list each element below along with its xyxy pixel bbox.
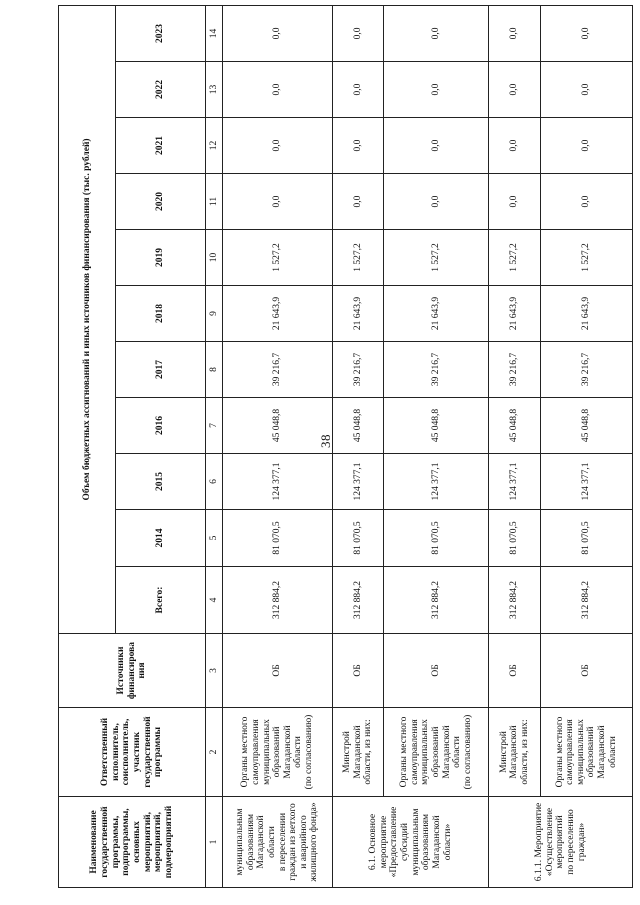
cell-source: ОБ	[489, 634, 540, 708]
column-number: 3	[205, 634, 223, 708]
cell-value: 39 216,7	[489, 342, 540, 398]
column-number: 5	[205, 510, 223, 567]
cell-responsible: Минстрой Магаданской области, из них:	[332, 708, 383, 797]
cell-value: 0,0	[489, 118, 540, 174]
column-number: 8	[205, 342, 223, 398]
header-year: 2019	[115, 230, 205, 286]
column-number: 4	[205, 567, 223, 634]
header-year: 2022	[115, 62, 205, 118]
cell-responsible: Минстрой Магаданской области, из них:	[489, 708, 540, 797]
cell-value: 81 070,5	[332, 510, 383, 567]
cell-source: ОБ	[540, 634, 632, 708]
cell-value: 81 070,5	[489, 510, 540, 567]
cell-source: ОБ	[384, 634, 489, 708]
rotated-table-container	[58, 13, 633, 888]
column-number: 11	[205, 174, 223, 230]
cell-value: 124 377,1	[489, 454, 540, 510]
cell-value: 0,0	[223, 118, 333, 174]
cell-value: 0,0	[223, 5, 333, 61]
cell-value: 39 216,7	[540, 342, 632, 398]
header-year: 2015	[115, 454, 205, 510]
header-source: Источники финансирова ния	[59, 634, 206, 708]
cell-total: 312 884,2	[223, 567, 333, 634]
cell-value: 0,0	[384, 5, 489, 61]
cell-value: 0,0	[384, 118, 489, 174]
table-row	[223, 5, 333, 887]
column-number: 10	[205, 230, 223, 286]
cell-value: 0,0	[384, 174, 489, 230]
header-year: 2023	[115, 5, 205, 61]
cell-value: 1 527,2	[489, 230, 540, 286]
cell-value: 45 048,8	[384, 398, 489, 454]
cell-value: 1 527,2	[223, 230, 333, 286]
cell-value: 0,0	[332, 62, 383, 118]
header-total: Всего:	[115, 567, 205, 634]
column-number: 13	[205, 62, 223, 118]
cell-total: 312 884,2	[332, 567, 383, 634]
cell-value: 45 048,8	[540, 398, 632, 454]
column-number: 12	[205, 118, 223, 174]
cell-value: 1 527,2	[332, 230, 383, 286]
column-number: 7	[205, 398, 223, 454]
cell-total: 312 884,2	[489, 567, 540, 634]
page-number: 38	[318, 434, 333, 448]
cell-source: ОБ	[332, 634, 383, 708]
cell-value: 0,0	[489, 62, 540, 118]
cell-value: 81 070,5	[384, 510, 489, 567]
cell-value: 0,0	[540, 174, 632, 230]
cell-value: 0,0	[332, 174, 383, 230]
cell-value: 21 643,9	[540, 286, 632, 342]
column-number: 9	[205, 286, 223, 342]
cell-value: 45 048,8	[489, 398, 540, 454]
table-row	[489, 5, 540, 887]
cell-value: 0,0	[223, 62, 333, 118]
table-row	[540, 5, 632, 887]
cell-value: 45 048,8	[223, 398, 333, 454]
header-year: 2017	[115, 342, 205, 398]
header-name: Наименование государственной программы, подпрограммы, основных мероприятий, мероприятий, подмероприятий	[59, 797, 206, 888]
cell-name: 6.1.1. Мероприятие «Осуществление мероприятий по переселению граждан»	[489, 797, 633, 888]
header-year: 2020	[115, 174, 205, 230]
cell-responsible: Органы местного самоуправления муниципальных образований Магаданской области	[540, 708, 632, 797]
column-number: 2	[205, 708, 223, 797]
cell-value: 39 216,7	[332, 342, 383, 398]
cell-value: 0,0	[332, 118, 383, 174]
cell-total: 312 884,2	[540, 567, 632, 634]
cell-value: 21 643,9	[223, 286, 333, 342]
cell-value: 0,0	[489, 5, 540, 61]
cell-value: 1 527,2	[384, 230, 489, 286]
cell-value: 0,0	[540, 5, 632, 61]
table-row	[384, 5, 489, 887]
column-number: 14	[205, 5, 223, 61]
cell-total: 312 884,2	[384, 567, 489, 634]
cell-source: ОБ	[223, 634, 333, 708]
header-year: 2016	[115, 398, 205, 454]
header-responsible: Ответственный исполнитель, соисполнитель, участник государственной программы	[59, 708, 206, 797]
cell-value: 0,0	[384, 62, 489, 118]
cell-value: 0,0	[540, 62, 632, 118]
column-number: 6	[205, 454, 223, 510]
header-year: 2018	[115, 286, 205, 342]
cell-value: 0,0	[223, 174, 333, 230]
cell-value: 45 048,8	[332, 398, 383, 454]
cell-value: 124 377,1	[540, 454, 632, 510]
header-year: 2014	[115, 510, 205, 567]
table-row	[332, 5, 383, 887]
cell-value: 1 527,2	[540, 230, 632, 286]
cell-value: 0,0	[540, 118, 632, 174]
cell-name: муниципальным образованиям Магаданской области в переселении граждан из ветхого и аварийного жилищного фонда»	[223, 797, 333, 888]
cell-value: 21 643,9	[489, 286, 540, 342]
cell-value: 81 070,5	[223, 510, 333, 567]
cell-value: 81 070,5	[540, 510, 632, 567]
cell-value: 124 377,1	[384, 454, 489, 510]
cell-name: 6.1. Основное мероприятие «Предоставление субсидий муниципальным образованиям Магаданской области»	[332, 797, 489, 888]
cell-value: 39 216,7	[384, 342, 489, 398]
header-volume: Объем бюджетных ассигнований и иных источников финансирования (тыс. рублей)	[59, 5, 116, 633]
cell-value: 39 216,7	[223, 342, 333, 398]
cell-value: 0,0	[489, 174, 540, 230]
cell-responsible: Органы местного самоуправления муниципальных образований Магаданской области (по согласованию)	[384, 708, 489, 797]
cell-value: 124 377,1	[332, 454, 383, 510]
header-year: 2021	[115, 118, 205, 174]
cell-value: 21 643,9	[332, 286, 383, 342]
financing-table	[58, 5, 633, 888]
cell-responsible: Органы местного самоуправления муниципальных образований Магаданской области (по согласованию)	[223, 708, 333, 797]
cell-value: 0,0	[332, 5, 383, 61]
column-number-row	[205, 5, 223, 887]
cell-value: 124 377,1	[223, 454, 333, 510]
cell-value: 21 643,9	[384, 286, 489, 342]
column-number: 1	[205, 797, 223, 888]
